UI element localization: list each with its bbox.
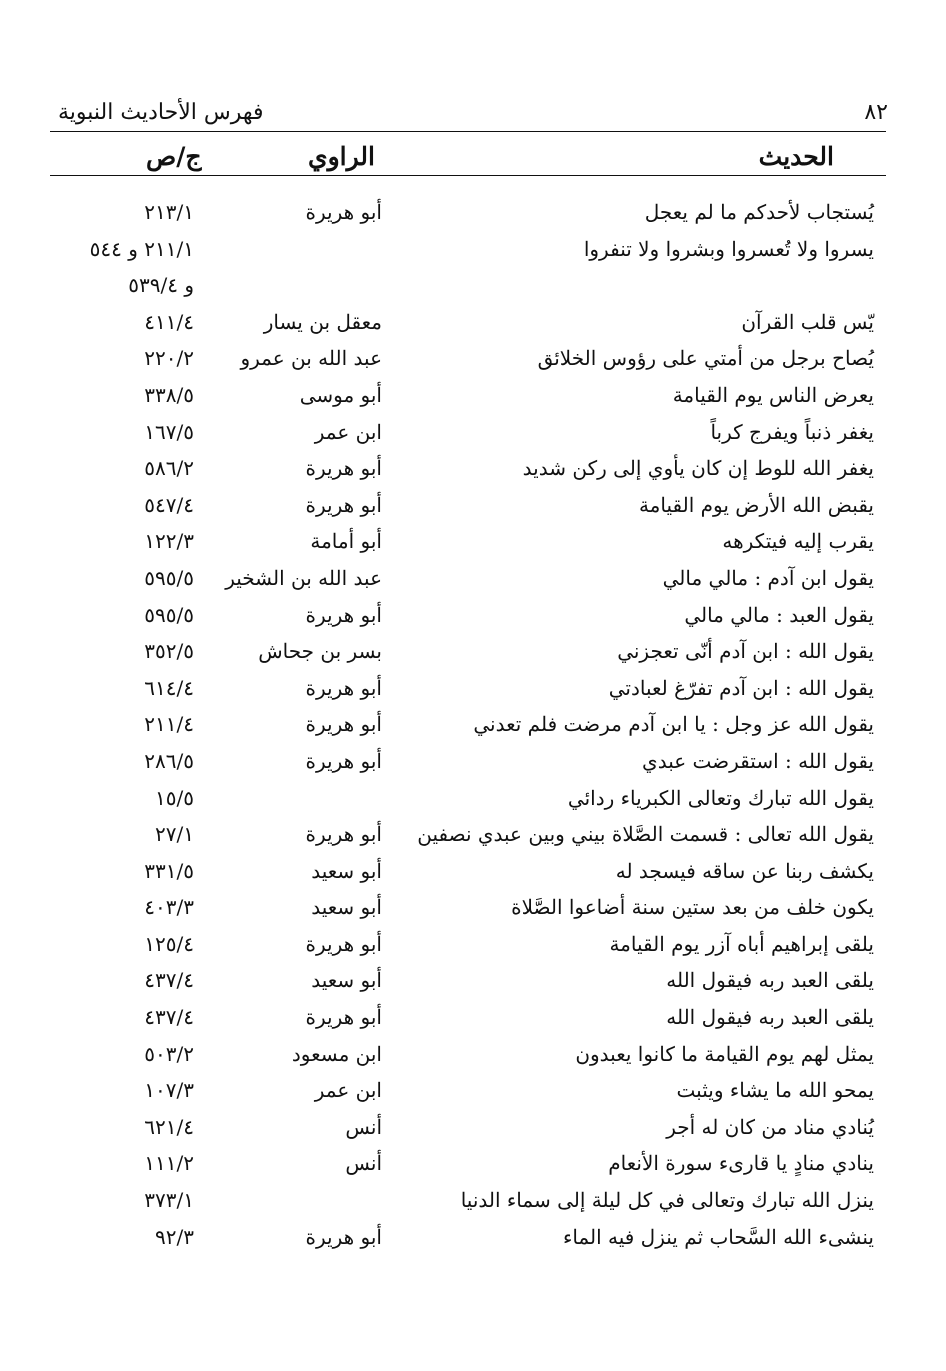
hadith-text: يقول الله عز وجل : يا ابن آدم مرضت فلم تعدني (473, 712, 874, 737)
volume-page-reference: ٦١٤/٤ (144, 675, 194, 700)
volume-page-reference: و ٥٣٩/٤ (128, 273, 194, 298)
hadith-text: يقول الله تبارك وتعالى الكبرياء ردائي (567, 785, 874, 810)
volume-page-reference: ٥٩٥/٥ (144, 565, 194, 590)
table-row (0, 633, 946, 670)
hadith-text: يمحو الله ما يشاء ويثبت (676, 1078, 874, 1103)
narrator-name: أبو أمامة (310, 529, 382, 554)
volume-page-reference: ٦٢١/٤ (144, 1114, 194, 1139)
column-header-volume-page: ج/ص (146, 142, 202, 171)
table-row (0, 340, 946, 377)
hadith-text: يمثل لهم يوم القيامة ما كانوا يعبدون (575, 1041, 874, 1066)
table-row (0, 743, 946, 780)
table-row (0, 853, 946, 890)
volume-page-reference: ١٦٧/٥ (144, 419, 194, 444)
volume-page-reference: ٢٢٠/٢ (144, 346, 194, 371)
table-row (0, 487, 946, 524)
narrator-name: عبد الله بن الشخير (225, 565, 382, 590)
table-row (0, 889, 946, 926)
volume-page-reference: ٥٤٧/٤ (144, 492, 194, 517)
hadith-text: يقول الله : ابن آدم أنّى تعجزني (617, 639, 874, 664)
volume-page-reference: ١٥/٥ (155, 785, 194, 810)
table-row (0, 1072, 946, 1109)
header-divider (50, 131, 886, 132)
narrator-name: ابن عمر (314, 1078, 382, 1103)
volume-page-reference: ٥٠٣/٢ (144, 1041, 194, 1066)
hadith-index-table (0, 194, 946, 1255)
hadith-text: يكشف ربنا عن ساقه فيسجد له (615, 858, 874, 883)
volume-page-reference: ١١١/٢ (144, 1151, 194, 1176)
table-row (0, 780, 946, 817)
narrator-name: أبو هريرة (305, 602, 382, 627)
table-row (0, 816, 946, 853)
table-row (0, 1219, 946, 1256)
column-header-hadith: الحديث (758, 142, 834, 171)
volume-page-reference: ٢١١/١ و ٥٤٤ (89, 236, 194, 261)
volume-page-reference: ١٠٧/٣ (144, 1078, 194, 1103)
table-row (0, 560, 946, 597)
narrator-name: أنس (345, 1114, 382, 1139)
table-row (0, 231, 946, 268)
volume-page-reference: ٥٨٦/٢ (144, 456, 194, 481)
volume-page-reference: ٥٩٥/٥ (144, 602, 194, 627)
narrator-name: أبو هريرة (305, 492, 382, 517)
table-row (0, 999, 946, 1036)
hadith-text: ينادي منادٍ يا قارىء سورة الأنعام (608, 1151, 874, 1176)
volume-page-reference: ٢٧/١ (155, 822, 194, 847)
table-row (0, 926, 946, 963)
table-row (0, 194, 946, 231)
hadith-text: يقول الله : ابن آدم تفرّغ لعبادتي (608, 675, 874, 700)
hadith-text: يقرب إليه فيتكرهه (722, 529, 874, 554)
volume-page-reference: ١٢٥/٤ (144, 931, 194, 956)
column-header-narrator: الراوي (308, 142, 375, 171)
hadith-text: ينزل الله تبارك وتعالى في كل ليلة إلى سماء الدنيا (460, 1188, 874, 1213)
volume-page-reference: ٤٠٣/٣ (144, 895, 194, 920)
narrator-name: أبو هريرة (305, 822, 382, 847)
table-row (0, 1145, 946, 1182)
narrator-name: أبو هريرة (305, 200, 382, 224)
hadith-text: يُنادي مناد من كان له أجر (666, 1114, 874, 1139)
narrator-name: أبو سعيد (311, 895, 382, 920)
narrator-name: أبو سعيد (311, 968, 382, 993)
volume-page-reference: ٣٣١/٥ (144, 858, 194, 883)
hadith-text: يكون خلف من بعد ستين سنة أضاعوا الصَّلاة (511, 895, 874, 920)
hadith-text: يلقى إبراهيم أباه آزر يوم القيامة (609, 931, 874, 956)
table-row (0, 962, 946, 999)
hadith-text: يُصاح برجل من أمتي على رؤوس الخلائق (537, 346, 874, 371)
book-title: فهرس الأحاديث النبوية (58, 100, 264, 125)
hadith-text: يلقى العبد ربه فيقول الله (666, 968, 874, 993)
volume-page-reference: ٢١٣/١ (144, 200, 194, 224)
hadith-text: يقول العبد : مالي مالي (684, 602, 874, 627)
narrator-name: أبو هريرة (305, 456, 382, 481)
table-row (0, 377, 946, 414)
narrator-name: بسر بن جحاش (258, 639, 382, 664)
hadith-text: يلقى العبد ربه فيقول الله (666, 1005, 874, 1030)
hadith-text: يقول ابن آدم : مالي مالي (662, 565, 874, 590)
narrator-name: أبو سعيد (311, 858, 382, 883)
volume-page-reference: ٩٢/٣ (155, 1224, 194, 1249)
table-row (0, 597, 946, 634)
hadith-text: يّس قلب القرآن (741, 309, 874, 334)
volume-page-reference: ١٢٢/٣ (144, 529, 194, 554)
volume-page-reference: ٢١١/٤ (144, 712, 194, 737)
table-row (0, 706, 946, 743)
table-row (0, 267, 946, 304)
narrator-name: عبد الله بن عمرو (240, 346, 382, 371)
narrator-name: أنس (345, 1151, 382, 1176)
narrator-name: أبو هريرة (305, 712, 382, 737)
hadith-text: يغفر الله للوط إن كان يأوي إلى ركن شديد (522, 456, 874, 481)
table-row (0, 670, 946, 707)
hadith-text: يسروا ولا تُعسروا وبشروا ولا تنفروا (583, 236, 874, 261)
hadith-text: يقبض الله الأرض يوم القيامة (638, 492, 874, 517)
table-row (0, 304, 946, 341)
narrator-name: ابن مسعود (291, 1041, 382, 1066)
volume-page-reference: ٤٣٧/٤ (144, 968, 194, 993)
hadith-text: يقول الله تعالى : قسمت الصَّلاة بيني وبين عبدي نصفين (417, 822, 874, 847)
table-row (0, 1182, 946, 1219)
page-number: ٨٢ (864, 100, 888, 125)
table-row (0, 414, 946, 451)
narrator-name: معقل بن يسار (263, 309, 382, 334)
column-header-divider (50, 175, 886, 176)
volume-page-reference: ٢٨٦/٥ (144, 748, 194, 773)
table-row (0, 450, 946, 487)
volume-page-reference: ٤١١/٤ (144, 309, 194, 334)
narrator-name: أبو موسى (299, 382, 382, 407)
narrator-name: أبو هريرة (305, 1005, 382, 1030)
hadith-text: يعرض الناس يوم القيامة (672, 382, 874, 407)
running-header (50, 100, 888, 130)
volume-page-reference: ٤٣٧/٤ (144, 1005, 194, 1030)
hadith-text: يُستجاب لأحدكم ما لم يعجل (644, 200, 874, 224)
table-row (0, 1109, 946, 1146)
volume-page-reference: ٣٥٢/٥ (144, 639, 194, 664)
volume-page-reference: ٣٣٨/٥ (144, 382, 194, 407)
narrator-name: أبو هريرة (305, 675, 382, 700)
hadith-text: يقول الله : استقرضت عبدي (642, 748, 874, 773)
table-row (0, 1036, 946, 1073)
narrator-name: ابن عمر (314, 419, 382, 444)
narrator-name: أبو هريرة (305, 931, 382, 956)
table-row (0, 523, 946, 560)
hadith-text: يغفر ذنباً ويفرج كرباً (710, 419, 874, 444)
narrator-name: أبو هريرة (305, 748, 382, 773)
volume-page-reference: ٣٧٣/١ (144, 1188, 194, 1213)
narrator-name: أبو هريرة (305, 1224, 382, 1249)
hadith-text: ينشىء الله السَّحاب ثم ينزل فيه الماء (562, 1224, 874, 1249)
